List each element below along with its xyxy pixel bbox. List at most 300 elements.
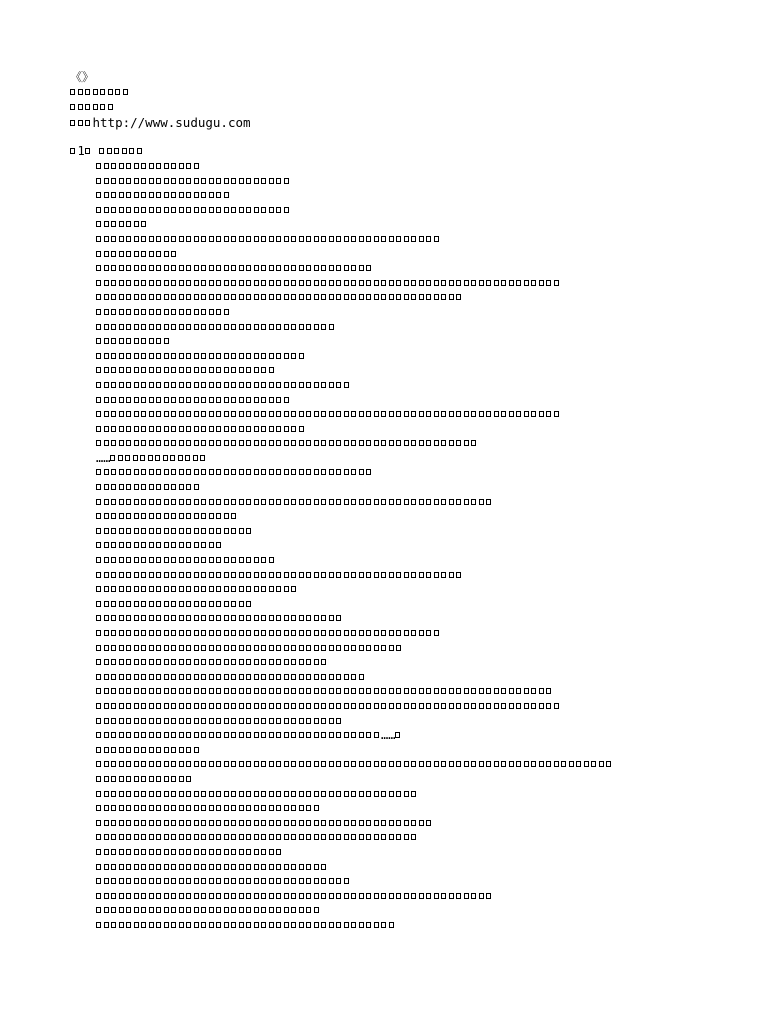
missing-glyph-box [126, 338, 131, 344]
missing-glyph-box [374, 761, 379, 767]
missing-glyph-box [351, 834, 356, 840]
missing-glyph-box [366, 630, 371, 636]
missing-glyph-box [366, 280, 371, 286]
missing-glyph-box [194, 791, 199, 797]
missing-glyph-box [456, 688, 461, 694]
missing-glyph-box [96, 192, 101, 198]
missing-glyph-box [171, 630, 176, 636]
missing-glyph-box [284, 236, 289, 242]
missing-glyph-box [291, 382, 296, 388]
missing-glyph-box [231, 353, 236, 359]
missing-glyph-box [546, 280, 551, 286]
missing-glyph-box [111, 324, 116, 330]
missing-glyph-box [194, 630, 199, 636]
missing-glyph-box [134, 630, 139, 636]
missing-glyph-box [134, 528, 139, 534]
missing-glyph-box [216, 411, 221, 417]
missing-glyph-box [179, 922, 184, 928]
missing-glyph-box [171, 367, 176, 373]
missing-glyph-box [419, 703, 424, 709]
missing-glyph-box [96, 849, 101, 855]
missing-glyph-box [321, 761, 326, 767]
missing-glyph-box [209, 674, 214, 680]
missing-glyph-box [224, 674, 229, 680]
missing-glyph-box [224, 382, 229, 388]
missing-glyph-box [194, 688, 199, 694]
missing-glyph-box [404, 703, 409, 709]
missing-glyph-box [96, 178, 101, 184]
missing-glyph-box [126, 251, 131, 257]
missing-glyph-box [411, 499, 416, 505]
missing-glyph-box [156, 338, 161, 344]
missing-glyph-box [149, 659, 154, 665]
missing-glyph-box [261, 893, 266, 899]
missing-glyph-box [194, 397, 199, 403]
missing-glyph-box [141, 615, 146, 621]
missing-glyph-box [239, 586, 244, 592]
missing-glyph-box [200, 455, 205, 461]
missing-glyph-box [344, 630, 349, 636]
missing-glyph-box [321, 572, 326, 578]
missing-glyph-box [134, 776, 139, 782]
missing-glyph-box [126, 718, 131, 724]
missing-glyph-box [389, 630, 394, 636]
missing-glyph-box [239, 367, 244, 373]
missing-glyph-box [381, 645, 386, 651]
missing-glyph-box [276, 630, 281, 636]
missing-glyph-box [96, 426, 101, 432]
missing-glyph-box [284, 864, 289, 870]
missing-glyph-box [194, 761, 199, 767]
missing-glyph-box [486, 761, 491, 767]
missing-glyph-box [299, 703, 304, 709]
missing-glyph-box [104, 776, 109, 782]
missing-glyph-box [85, 104, 90, 110]
missing-glyph-box [126, 178, 131, 184]
missing-glyph-box [359, 688, 364, 694]
text-line [70, 232, 760, 247]
missing-glyph-box [231, 630, 236, 636]
missing-glyph-box [381, 820, 386, 826]
missing-glyph-box [170, 455, 175, 461]
missing-glyph-box [321, 834, 326, 840]
missing-glyph-box [126, 309, 131, 315]
missing-glyph-box [516, 688, 521, 694]
missing-glyph-box [336, 761, 341, 767]
missing-glyph-box [164, 703, 169, 709]
missing-glyph-box [104, 294, 109, 300]
missing-glyph-box [156, 791, 161, 797]
missing-glyph-box [126, 732, 131, 738]
missing-glyph-box [396, 834, 401, 840]
missing-glyph-box [389, 499, 394, 505]
missing-glyph-box [246, 718, 251, 724]
missing-glyph-box [254, 820, 259, 826]
missing-glyph-box [194, 163, 199, 169]
missing-glyph-box [209, 878, 214, 884]
missing-glyph-box [201, 805, 206, 811]
missing-glyph-box [111, 542, 116, 548]
missing-glyph-box [395, 732, 400, 738]
missing-glyph-box [111, 192, 116, 198]
missing-glyph-box [111, 718, 116, 724]
missing-glyph-box [141, 791, 146, 797]
missing-glyph-box [351, 922, 356, 928]
missing-glyph-box [141, 367, 146, 373]
missing-glyph-box [156, 718, 161, 724]
missing-glyph-box [246, 893, 251, 899]
missing-glyph-box [156, 834, 161, 840]
missing-glyph-box [246, 382, 251, 388]
missing-glyph-box [104, 659, 109, 665]
missing-glyph-box [119, 484, 124, 490]
missing-glyph-box [471, 440, 476, 446]
missing-glyph-box [239, 791, 244, 797]
missing-glyph-box [539, 688, 544, 694]
text-line [70, 582, 760, 597]
missing-glyph-box [351, 280, 356, 286]
missing-glyph-box [96, 688, 101, 694]
missing-glyph-box [111, 207, 116, 213]
missing-glyph-box [546, 761, 551, 767]
missing-glyph-box [156, 265, 161, 271]
missing-glyph-box [164, 397, 169, 403]
missing-glyph-box [178, 455, 183, 461]
missing-glyph-box [254, 805, 259, 811]
missing-glyph-box [96, 761, 101, 767]
missing-glyph-box [156, 367, 161, 373]
missing-glyph-box [224, 426, 229, 432]
missing-glyph-box [539, 703, 544, 709]
missing-glyph-box [224, 645, 229, 651]
missing-glyph-box [314, 834, 319, 840]
missing-glyph-box [269, 411, 274, 417]
missing-glyph-box [134, 484, 139, 490]
missing-glyph-box [171, 528, 176, 534]
missing-glyph-box [111, 674, 116, 680]
missing-glyph-box [171, 324, 176, 330]
missing-glyph-box [254, 761, 259, 767]
missing-glyph-box [111, 659, 116, 665]
missing-glyph-box [291, 572, 296, 578]
missing-glyph-box [104, 236, 109, 242]
missing-glyph-box [389, 761, 394, 767]
missing-glyph-box [254, 922, 259, 928]
chapter-title [99, 144, 144, 158]
missing-glyph-box [336, 645, 341, 651]
missing-glyph-box [96, 484, 101, 490]
missing-glyph-box [261, 178, 266, 184]
missing-glyph-box [186, 645, 191, 651]
missing-glyph-box [449, 499, 454, 505]
missing-glyph-box [209, 207, 214, 213]
missing-glyph-box [419, 820, 424, 826]
missing-glyph-box [119, 469, 124, 475]
missing-glyph-box [464, 499, 469, 505]
missing-glyph-box [156, 630, 161, 636]
missing-glyph-box [141, 207, 146, 213]
missing-glyph-box [224, 907, 229, 913]
missing-glyph-box [85, 120, 90, 126]
missing-glyph-box [456, 280, 461, 286]
missing-glyph-box [231, 557, 236, 563]
missing-glyph-box [306, 820, 311, 826]
missing-glyph-box [216, 469, 221, 475]
site-url-link[interactable]: http://www.sudugu.com [92, 115, 251, 130]
missing-glyph-box [141, 718, 146, 724]
missing-glyph-box [164, 907, 169, 913]
missing-glyph-box [149, 528, 154, 534]
missing-glyph-box [141, 338, 146, 344]
missing-glyph-box [156, 178, 161, 184]
missing-glyph-box [194, 674, 199, 680]
chapter-text [70, 159, 760, 932]
missing-glyph-box [321, 703, 326, 709]
missing-glyph-box [216, 382, 221, 388]
missing-glyph-box [114, 148, 119, 154]
missing-glyph-box [314, 499, 319, 505]
missing-glyph-box [239, 294, 244, 300]
missing-glyph-box [156, 469, 161, 475]
missing-glyph-box [501, 688, 506, 694]
missing-glyph-box [156, 353, 161, 359]
missing-glyph-box [291, 353, 296, 359]
missing-glyph-box [119, 353, 124, 359]
missing-glyph-box [134, 397, 139, 403]
missing-glyph-box [261, 805, 266, 811]
missing-glyph-box [359, 645, 364, 651]
missing-glyph-box [119, 732, 124, 738]
missing-glyph-box [261, 922, 266, 928]
missing-glyph-box [141, 805, 146, 811]
missing-glyph-box [100, 104, 105, 110]
missing-glyph-box [134, 309, 139, 315]
missing-glyph-box [321, 659, 326, 665]
missing-glyph-box [389, 703, 394, 709]
missing-glyph-box [284, 207, 289, 213]
missing-glyph-box [306, 382, 311, 388]
missing-glyph-box [269, 426, 274, 432]
missing-glyph-box [411, 294, 416, 300]
missing-glyph-box [126, 484, 131, 490]
missing-glyph-box [299, 791, 304, 797]
missing-glyph-box [231, 382, 236, 388]
missing-glyph-box [209, 645, 214, 651]
missing-glyph-box [224, 309, 229, 315]
missing-glyph-box [246, 294, 251, 300]
missing-glyph-box [224, 572, 229, 578]
missing-glyph-box [134, 192, 139, 198]
missing-glyph-box [179, 864, 184, 870]
missing-glyph-box [321, 382, 326, 388]
missing-glyph-box [276, 236, 281, 242]
missing-glyph-box [119, 849, 124, 855]
missing-glyph-box [96, 820, 101, 826]
missing-glyph-box [93, 89, 98, 95]
missing-glyph-box [216, 499, 221, 505]
missing-glyph-box [209, 922, 214, 928]
missing-glyph-box [149, 542, 154, 548]
missing-glyph-box [254, 178, 259, 184]
missing-glyph-box [224, 236, 229, 242]
missing-glyph-box [329, 411, 334, 417]
missing-glyph-box [209, 353, 214, 359]
missing-glyph-box [231, 703, 236, 709]
missing-glyph-box [171, 236, 176, 242]
missing-glyph-box [186, 864, 191, 870]
missing-glyph-box [269, 440, 274, 446]
text-line [70, 874, 760, 889]
missing-glyph-box [201, 236, 206, 242]
missing-glyph-box [306, 411, 311, 417]
missing-glyph-box [104, 674, 109, 680]
missing-glyph-box [239, 499, 244, 505]
missing-glyph-box [344, 411, 349, 417]
missing-glyph-box [149, 601, 154, 607]
missing-glyph-box [314, 440, 319, 446]
missing-glyph-box [456, 761, 461, 767]
missing-glyph-box [351, 630, 356, 636]
missing-glyph-box [96, 265, 101, 271]
missing-glyph-box [239, 834, 244, 840]
missing-glyph-box [314, 703, 319, 709]
missing-glyph-box [291, 820, 296, 826]
missing-glyph-box [171, 907, 176, 913]
missing-glyph-box [149, 586, 154, 592]
missing-glyph-box [156, 820, 161, 826]
missing-glyph-box [396, 411, 401, 417]
missing-glyph-box [126, 907, 131, 913]
missing-glyph-box [186, 192, 191, 198]
missing-glyph-box [254, 557, 259, 563]
missing-glyph-box [269, 367, 274, 373]
missing-glyph-box [171, 718, 176, 724]
missing-glyph-box [149, 805, 154, 811]
missing-glyph-box [299, 236, 304, 242]
missing-glyph-box [111, 469, 116, 475]
missing-glyph-box [209, 688, 214, 694]
missing-glyph-box [156, 747, 161, 753]
missing-glyph-box [471, 280, 476, 286]
missing-glyph-box [216, 922, 221, 928]
missing-glyph-box [149, 353, 154, 359]
missing-glyph-box [254, 397, 259, 403]
missing-glyph-box [119, 221, 124, 227]
missing-glyph-box [179, 294, 184, 300]
missing-glyph-box [411, 411, 416, 417]
missing-glyph-box [321, 265, 326, 271]
missing-glyph-box [156, 557, 161, 563]
missing-glyph-box [155, 455, 160, 461]
missing-glyph-box [186, 601, 191, 607]
missing-glyph-box [299, 761, 304, 767]
text-line [70, 393, 760, 408]
missing-glyph-box [104, 513, 109, 519]
missing-glyph-box [164, 659, 169, 665]
missing-glyph-box [179, 645, 184, 651]
missing-glyph-box [126, 659, 131, 665]
missing-glyph-box [269, 265, 274, 271]
missing-glyph-box [336, 294, 341, 300]
missing-glyph-box [156, 659, 161, 665]
missing-glyph-box [209, 732, 214, 738]
missing-glyph-box [366, 820, 371, 826]
missing-glyph-box [104, 572, 109, 578]
missing-glyph-box [456, 499, 461, 505]
missing-glyph-box [269, 586, 274, 592]
missing-glyph-box [606, 761, 611, 767]
missing-glyph-box [111, 834, 116, 840]
missing-glyph-box [239, 353, 244, 359]
missing-glyph-box [171, 469, 176, 475]
missing-glyph-box [306, 703, 311, 709]
missing-glyph-box [194, 586, 199, 592]
missing-glyph-box [299, 922, 304, 928]
missing-glyph-box [246, 397, 251, 403]
missing-glyph-box [216, 864, 221, 870]
missing-glyph-box [569, 761, 574, 767]
missing-glyph-box [194, 557, 199, 563]
missing-glyph-box [134, 659, 139, 665]
missing-glyph-box [329, 732, 334, 738]
missing-glyph-box [209, 557, 214, 563]
missing-glyph-box [351, 761, 356, 767]
missing-glyph-box [119, 309, 124, 315]
missing-glyph-box [276, 265, 281, 271]
missing-glyph-box [194, 703, 199, 709]
missing-glyph-box [261, 207, 266, 213]
missing-glyph-box [194, 659, 199, 665]
missing-glyph-box [209, 761, 214, 767]
missing-glyph-box [194, 469, 199, 475]
missing-glyph-box [104, 645, 109, 651]
missing-glyph-box [149, 426, 154, 432]
missing-glyph-box [156, 324, 161, 330]
missing-glyph-box [216, 893, 221, 899]
missing-glyph-box [201, 878, 206, 884]
missing-glyph-box [299, 674, 304, 680]
missing-glyph-box [141, 834, 146, 840]
missing-glyph-box [396, 791, 401, 797]
missing-glyph-box [524, 411, 529, 417]
missing-glyph-box [111, 338, 116, 344]
missing-glyph-box [404, 572, 409, 578]
text-line [70, 305, 760, 320]
missing-glyph-box [411, 893, 416, 899]
missing-glyph-box [149, 747, 154, 753]
missing-glyph-box [171, 703, 176, 709]
missing-glyph-box [299, 280, 304, 286]
missing-glyph-box [231, 791, 236, 797]
missing-glyph-box [201, 703, 206, 709]
missing-glyph-box [201, 791, 206, 797]
missing-glyph-box [366, 645, 371, 651]
missing-glyph-box [344, 280, 349, 286]
missing-glyph-box [216, 440, 221, 446]
missing-glyph-box [141, 178, 146, 184]
missing-glyph-box [426, 688, 431, 694]
missing-glyph-box [344, 761, 349, 767]
missing-glyph-box [321, 280, 326, 286]
missing-glyph-box [164, 294, 169, 300]
missing-glyph-box [419, 294, 424, 300]
missing-glyph-box [261, 645, 266, 651]
missing-glyph-box [284, 922, 289, 928]
missing-glyph-box [231, 659, 236, 665]
missing-glyph-box [284, 834, 289, 840]
missing-glyph-box [104, 703, 109, 709]
missing-glyph-box [231, 236, 236, 242]
